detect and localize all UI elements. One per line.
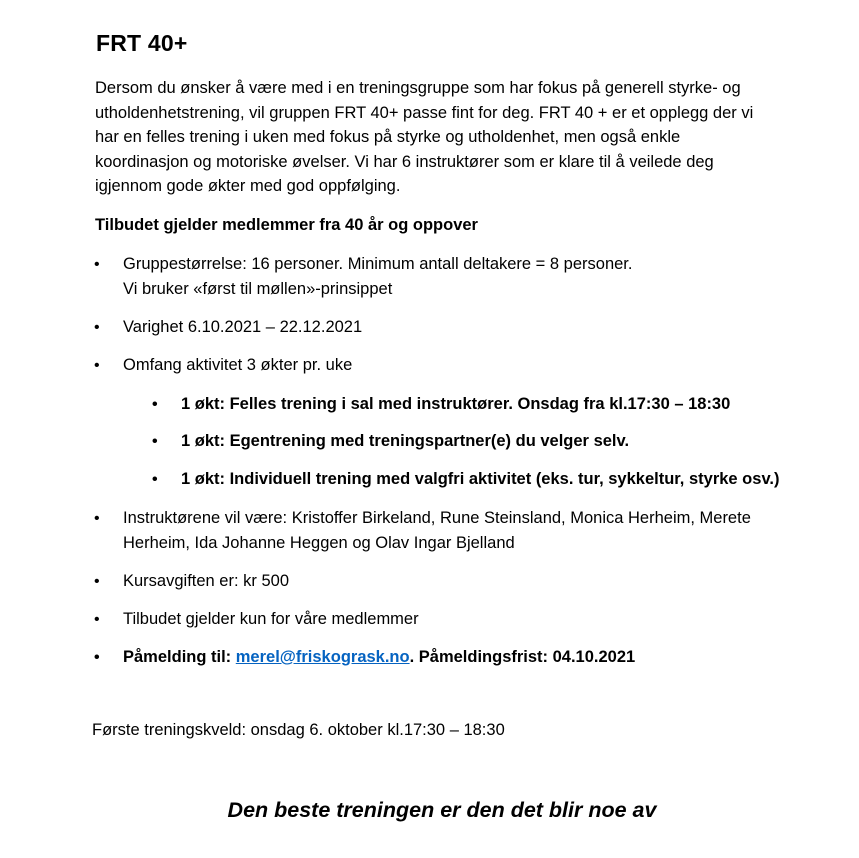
group-size-rule-text: Vi bruker «først til møllen»-prinsippet	[123, 280, 393, 298]
list-item-scope	[94, 353, 834, 378]
instructors-text-continued: Herheim, Ida Johanne Heggen og Olav Ingar Bjelland	[123, 534, 515, 552]
list-item-duration	[94, 315, 834, 340]
list-item-session-3	[152, 467, 832, 492]
registration-deadline: . Påmeldingsfrist: 04.10.2021	[409, 648, 636, 666]
registration-prefix: Påmelding til:	[123, 648, 236, 666]
bullet-icon: •	[152, 433, 158, 450]
intro-line: har en felles trening i uken med fokus på styrke og utholdenhet, men også enkle	[95, 128, 681, 146]
instructors-text: Instruktørene vil være: Kristoffer Birkeland, Rune Steinsland, Monica Herheim, Merete	[123, 509, 751, 527]
intro-paragraph	[95, 76, 825, 199]
first-session-text: Første treningskveld: onsdag 6. oktober kl.17:30 – 18:30	[92, 721, 505, 739]
duration-text: Varighet 6.10.2021 – 22.12.2021	[123, 318, 363, 336]
session-1-text: 1 økt: Felles trening i sal med instruktører. Onsdag fra kl.17:30 – 18:30	[181, 395, 731, 413]
age-requirement-heading: Tilbudet gjelder medlemmer fra 40 år og oppover	[95, 216, 478, 234]
scope-text: Omfang aktivitet 3 økter pr. uke	[123, 356, 353, 374]
bullet-icon: •	[94, 256, 100, 273]
bullet-icon: •	[94, 510, 100, 527]
registration-email-link[interactable]: merel@friskogrask.no	[235, 648, 410, 666]
list-item-group-size	[94, 252, 834, 304]
fee-text: Kursavgiften er: kr 500	[123, 572, 289, 590]
intro-line: utholdenhetstrening, vil gruppen FRT 40+ passe fint for deg. FRT 40 + er et opplegg der vi	[95, 103, 754, 122]
session-3-text: 1 økt: Individuell trening med valgfri aktivitet (eks. tur, sykkeltur, styrke osv.)	[181, 470, 780, 488]
list-item-instructors	[94, 506, 834, 558]
page-title: FRT 40+	[96, 30, 188, 56]
group-size-text: Gruppestørrelse: 16 personer. Minimum antall deltakere = 8 personer.	[123, 255, 633, 273]
list-item-session-2	[152, 429, 832, 454]
intro-line: igjennom gode økter med god oppfølging.	[95, 177, 401, 195]
bullet-icon: •	[94, 357, 100, 374]
closing-slogan: Den beste treningen er den det blir noe av	[227, 798, 657, 822]
bullet-icon: •	[94, 649, 100, 666]
intro-line: Dersom du ønsker å være med i en treningsgruppe som har fokus på generell styrke- og	[95, 79, 741, 97]
registration-text	[123, 645, 635, 670]
bullet-icon: •	[94, 573, 100, 590]
bullet-icon: •	[152, 471, 158, 488]
members-only-text: Tilbudet gjelder kun for våre medlemmer	[123, 610, 419, 628]
list-item-members-only	[94, 607, 834, 632]
bullet-icon: •	[152, 396, 158, 413]
intro-line: koordinasjon og motoriske øvelser. Vi har 6 instruktører som er klare til å veilede deg	[95, 152, 714, 171]
list-item-fee	[94, 569, 834, 594]
list-item-session-1	[152, 392, 832, 417]
bullet-icon: •	[94, 319, 100, 336]
session-2-text: 1 økt: Egentrening med treningspartner(e) du velger selv.	[181, 432, 630, 450]
bullet-icon: •	[94, 611, 100, 628]
list-item-registration	[94, 645, 834, 670]
